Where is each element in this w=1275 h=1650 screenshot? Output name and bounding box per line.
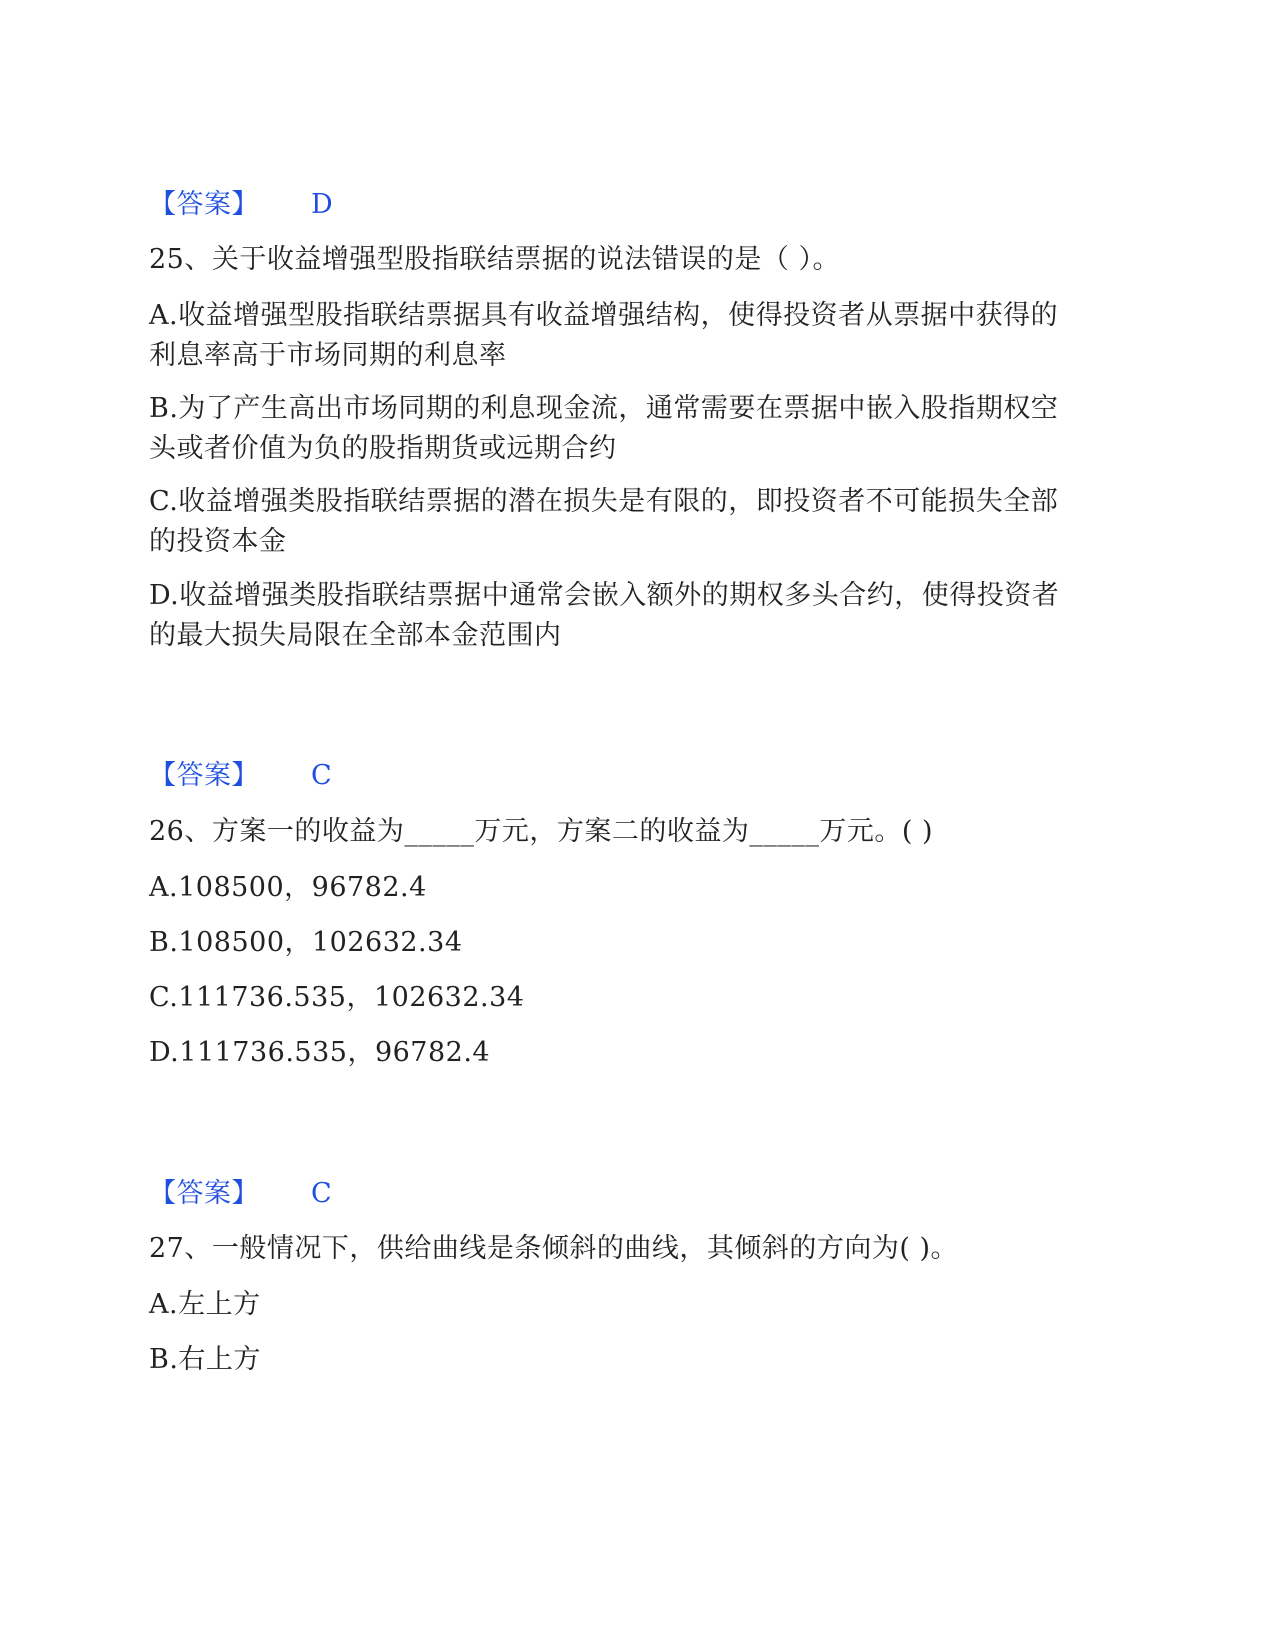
question-27-option-b: B.右上方 bbox=[149, 1344, 261, 1375]
question-26-option-a: A.108500，96782.4 bbox=[149, 872, 427, 903]
question-25-option-c bbox=[149, 482, 1129, 562]
answer-line bbox=[149, 1174, 332, 1214]
question-25-option-a bbox=[149, 296, 1129, 376]
option-line: 头或者价值为负的股指期货或远期合约 bbox=[149, 433, 617, 464]
option-line: D.收益增强类股指联结票据中通常会嵌入额外的期权多头合约，使得投资者 bbox=[149, 580, 1060, 611]
option-line: 利息率高于市场同期的利息率 bbox=[149, 340, 507, 371]
question-26-option-c: C.111736.535，102632.34 bbox=[149, 982, 525, 1013]
answer-label: 【答案】 bbox=[149, 760, 259, 791]
answer-line bbox=[149, 756, 332, 796]
answer-value: D bbox=[311, 189, 334, 220]
answer-label: 【答案】 bbox=[149, 189, 259, 220]
answer-value: C bbox=[311, 760, 333, 791]
question-26-option-b: B.108500，102632.34 bbox=[149, 927, 463, 958]
option-line: A.收益增强型股指联结票据具有收益增强结构，使得投资者从票据中获得的 bbox=[149, 300, 1059, 331]
question-27-stem: 27、一般情况下，供给曲线是条倾斜的曲线，其倾斜的方向为( )。 bbox=[149, 1233, 959, 1264]
document-page bbox=[149, 0, 1129, 1650]
question-25-option-b bbox=[149, 389, 1129, 469]
answer-line bbox=[149, 185, 333, 225]
answer-label: 【答案】 bbox=[149, 1178, 259, 1209]
question-27-option-a: A.左上方 bbox=[149, 1289, 261, 1320]
option-line: 的投资本金 bbox=[149, 526, 287, 557]
option-line: 的最大损失局限在全部本金范围内 bbox=[149, 620, 562, 651]
question-26-option-d: D.111736.535，96782.4 bbox=[149, 1037, 491, 1068]
question-25-option-d bbox=[149, 576, 1129, 656]
option-line: B.为了产生高出市场同期的利息现金流，通常需要在票据中嵌入股指期权空 bbox=[149, 393, 1059, 424]
option-line: C.收益增强类股指联结票据的潜在损失是有限的，即投资者不可能损失全部 bbox=[149, 486, 1059, 517]
question-25-stem: 25、关于收益增强型股指联结票据的说法错误的是（ ）。 bbox=[149, 244, 840, 275]
answer-value: C bbox=[311, 1178, 333, 1209]
question-26-stem: 26、方案一的收益为_____万元，方案二的收益为_____万元。( ) bbox=[149, 816, 934, 847]
